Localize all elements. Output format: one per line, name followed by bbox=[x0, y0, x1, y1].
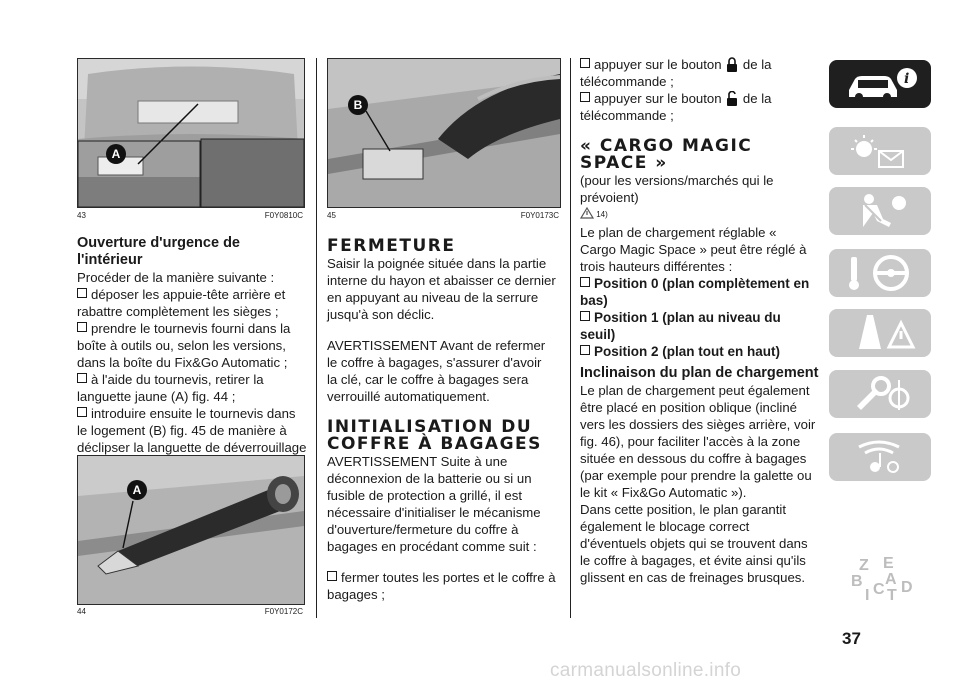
lock-icon bbox=[726, 57, 738, 72]
paragraph-line: nécessaire d'initialiser le mécanisme bbox=[327, 505, 541, 520]
list-item: Position 0 (plan complètement en bbox=[580, 275, 820, 292]
section-heading: FERMETURE bbox=[327, 236, 456, 256]
list-item: à l'aide du tournevis, retirer la bbox=[77, 371, 307, 388]
figure-44-illustration bbox=[78, 456, 304, 604]
paragraph-line: le coffre à bagages, et évite ainsi qu'ils bbox=[580, 553, 806, 568]
figure-code: F0Y0173C bbox=[520, 211, 559, 220]
tab-service-wrench[interactable] bbox=[829, 370, 931, 418]
checkbox-bullet-icon bbox=[580, 277, 590, 287]
index-letter: D bbox=[901, 579, 913, 596]
checkbox-bullet-icon bbox=[580, 311, 590, 321]
paragraph-line: glissent en cas de freinages brusques. bbox=[580, 570, 806, 585]
list-item: fermer toutes les portes et le coffre à bbox=[327, 569, 567, 586]
checkbox-bullet-icon bbox=[77, 322, 87, 332]
paragraph-line: interne du hayon et abaisser ce dernier bbox=[327, 273, 556, 288]
callout-a: A bbox=[127, 480, 147, 500]
paragraph-line: Cargo Magic Space » peut être réglé à bbox=[580, 242, 807, 257]
paragraph-line: située en dessous du coffre à bagages bbox=[580, 451, 807, 466]
paragraph-line: jusqu'à son déclic. bbox=[327, 307, 435, 322]
list-item-cont: bagages ; bbox=[327, 587, 385, 602]
index-letters-icon bbox=[829, 554, 931, 602]
figure-45 bbox=[327, 58, 561, 208]
svg-text:i: i bbox=[904, 71, 910, 87]
list-item-cont: boîte à outils ou, selon les versions, bbox=[77, 338, 286, 353]
page-number: 37 bbox=[842, 629, 861, 648]
index-letter: C bbox=[873, 581, 885, 598]
figure-43 bbox=[77, 58, 305, 208]
column-divider bbox=[570, 58, 571, 618]
multimedia-icon bbox=[829, 433, 931, 481]
list-item-cont: télécommande ; bbox=[580, 108, 674, 123]
paragraph-line: (pour les versions/marchés qui le bbox=[580, 173, 774, 188]
watermark: carmanualsonline.info bbox=[550, 660, 742, 681]
checkbox-bullet-icon bbox=[580, 92, 590, 102]
section-heading: Inclinaison du plan de chargement bbox=[580, 365, 819, 381]
list-item-cont: le logement (B) fig. 45 de manière à bbox=[77, 423, 287, 438]
checkbox-bullet-icon bbox=[77, 407, 87, 417]
paragraph-line: fusible de protection a grillé, il est bbox=[327, 488, 522, 503]
road-warning-icon bbox=[829, 309, 931, 357]
service-wrench-icon bbox=[829, 370, 931, 418]
paragraph-line: AVERTISSEMENT Avant de refermer bbox=[327, 338, 546, 353]
unlock-icon bbox=[726, 91, 738, 106]
list-item: prendre le tournevis fourni dans la bbox=[77, 320, 307, 337]
tab-road-warning[interactable] bbox=[829, 309, 931, 357]
paragraph-line: Saisir la poignée située dans la partie bbox=[327, 256, 547, 271]
paragraph-line: d'éventuels objets qui se trouvent dans bbox=[580, 536, 808, 551]
paragraph-line: le kit « Fix&Go Automatic »). bbox=[580, 485, 747, 500]
paragraph-line: Dans cette position, le plan garantit bbox=[580, 502, 786, 517]
column-2 bbox=[327, 238, 567, 603]
figure-45-caption bbox=[327, 211, 559, 220]
list-item: appuyer sur le bouton de la bbox=[580, 90, 820, 107]
figure-44 bbox=[77, 455, 305, 605]
tab-multimedia[interactable] bbox=[829, 433, 931, 481]
list-item-cont: bas) bbox=[580, 293, 608, 308]
list-item: Position 1 (plan au niveau du bbox=[580, 309, 820, 326]
car-info-icon bbox=[829, 60, 931, 108]
section-heading: « CARGO MAGIC bbox=[580, 136, 753, 156]
paragraph-line: Le plan de chargement peut également bbox=[580, 383, 810, 398]
list-item: appuyer sur le bouton de la bbox=[580, 56, 820, 73]
callout-a: A bbox=[106, 144, 126, 164]
warning-lights-icon bbox=[829, 127, 931, 175]
paragraph-line: vers les dossiers des sièges arrière, voir bbox=[580, 417, 816, 432]
column-1 bbox=[77, 235, 307, 473]
index-letter: Z bbox=[859, 557, 869, 574]
tab-warning-lights[interactable] bbox=[829, 127, 931, 175]
section-heading: COFFRE À BAGAGES bbox=[327, 434, 542, 454]
steering-key-icon bbox=[829, 249, 931, 297]
paragraph-line: la clé, car le coffre à bagages sera bbox=[327, 372, 529, 387]
figure-45-illustration bbox=[328, 59, 560, 207]
warning-triangle-icon bbox=[580, 207, 594, 219]
airbag-seatbelt-icon bbox=[829, 187, 931, 235]
paragraph-line: déconnexion de la batterie ou si un bbox=[327, 471, 532, 486]
figure-43-illustration bbox=[78, 59, 304, 207]
section-heading: INITIALISATION DU bbox=[327, 417, 533, 437]
column-divider bbox=[316, 58, 317, 618]
index-letter: E bbox=[883, 555, 894, 572]
callout-b: B bbox=[348, 95, 368, 115]
paragraph-line: bagages en procédant comme suit : bbox=[327, 539, 537, 554]
note-reference: 14) bbox=[580, 206, 820, 224]
section-heading: Ouverture d'urgence de l'intérieur bbox=[77, 235, 240, 268]
index-letter: T bbox=[887, 587, 897, 602]
paragraph-line: verrouillé automatiquement. bbox=[327, 389, 490, 404]
intro-text: Procéder de la manière suivante : bbox=[77, 270, 275, 285]
paragraph-line: en appuyant au niveau de la serrure bbox=[327, 290, 539, 305]
list-item-cont: déclipser la languette de déverrouillage bbox=[77, 440, 307, 455]
tab-airbag-seatbelt[interactable] bbox=[829, 187, 931, 235]
figure-number: 45 bbox=[327, 211, 336, 220]
list-item-cont: télécommande ; bbox=[580, 74, 674, 89]
tab-car-info[interactable] bbox=[829, 60, 931, 108]
checkbox-bullet-icon bbox=[77, 288, 87, 298]
list-item: introduire ensuite le tournevis dans bbox=[77, 405, 307, 422]
list-item-cont: seuil) bbox=[580, 327, 616, 342]
paragraph-line: prévoient) bbox=[580, 190, 639, 205]
paragraph-line: le coffre à bagages, s'assurer d'avoir bbox=[327, 355, 542, 370]
index-letter: I bbox=[865, 587, 870, 602]
list-item: déposer les appuie-tête arrière et bbox=[77, 286, 307, 303]
checkbox-bullet-icon bbox=[77, 373, 87, 383]
index-letter: A bbox=[885, 571, 897, 588]
list-item: Position 2 (plan tout en haut) bbox=[580, 343, 820, 360]
paragraph-line: d'ouverture/fermeture du coffre à bbox=[327, 522, 519, 537]
paragraph-line: également le blocage correct bbox=[580, 519, 750, 534]
figure-44-caption bbox=[77, 607, 303, 616]
paragraph-line: Le plan de chargement réglable « bbox=[580, 225, 777, 240]
list-item-cont: rabattre complètement les sièges ; bbox=[77, 304, 279, 319]
figure-code: F0Y0172C bbox=[264, 607, 303, 616]
checkbox-bullet-icon bbox=[327, 571, 337, 581]
index-letter: B bbox=[851, 573, 863, 590]
figure-number: 44 bbox=[77, 607, 86, 616]
section-heading: SPACE » bbox=[580, 153, 668, 173]
paragraph-line: être placé en position oblique (incliné bbox=[580, 400, 798, 415]
paragraph-line: trois hauteurs différentes : bbox=[580, 259, 733, 274]
checkbox-bullet-icon bbox=[580, 58, 590, 68]
figure-code: F0Y0810C bbox=[264, 211, 303, 220]
column-3 bbox=[580, 56, 820, 586]
paragraph-line: (par exemple pour prendre la galette ou bbox=[580, 468, 812, 483]
tab-steering-key[interactable] bbox=[829, 249, 931, 297]
tab-index[interactable] bbox=[829, 554, 931, 602]
list-item-cont: languette jaune (A) fig. 44 ; bbox=[77, 389, 236, 404]
figure-43-caption bbox=[77, 211, 303, 220]
list-item-cont: dans la boîte du Fix&Go Automatic ; bbox=[77, 355, 288, 370]
paragraph-line: AVERTISSEMENT Suite à une bbox=[327, 454, 508, 469]
figure-number: 43 bbox=[77, 211, 86, 220]
paragraph-line: fig. 46), pour faciliter l'accès à la zone bbox=[580, 434, 801, 449]
checkbox-bullet-icon bbox=[580, 345, 590, 355]
